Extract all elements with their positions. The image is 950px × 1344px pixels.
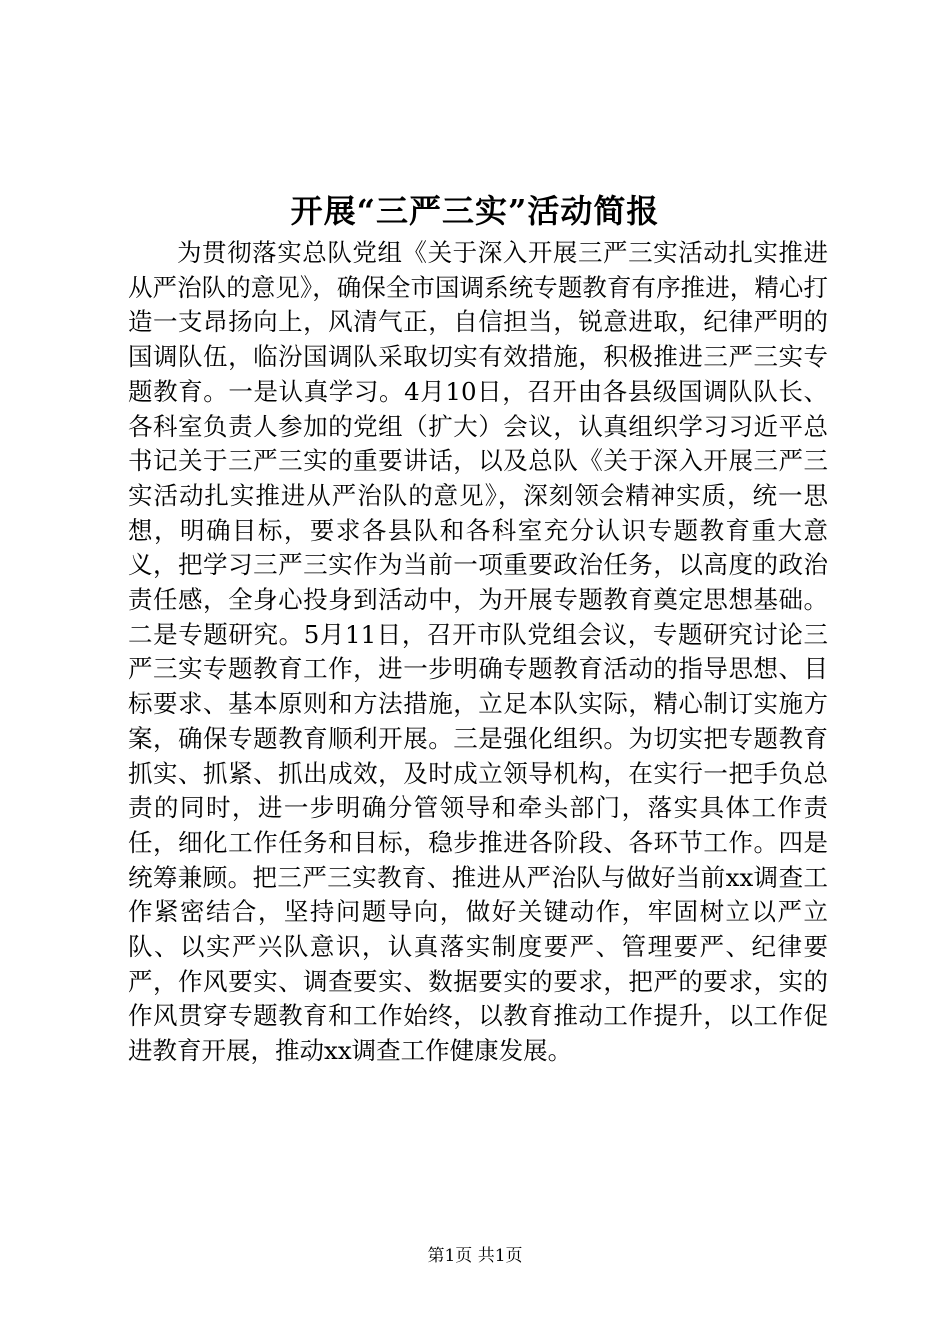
document-title: 开展“三严三实”活动简报 bbox=[290, 192, 660, 230]
page-number-footer: 第1页 共1页 bbox=[427, 1246, 523, 1266]
document-body-paragraph: 为贯彻落实总队党组《关于深入开展三严三实活动扎实推进从严治队的意见》，确保全市国调系统专题教育有序推进，精心打造一支昂扬向上，风清气正，自信担当，锐意进取，纪律严明的国调队伍，临汾国调队采取切实有效措施，积极推进三严三实专题教育。一是认真学习。4月10日，召开由各县级国调队队长、各科室负责人参加的党组（扩大）会议，认真组织学习习近平总书记关于三严三实的重要讲话，以及总队《关于深入开展三严三实活动扎实推进从严治队的意见》，深刻领会精神实质，统一思想，明确目标，要求各县队和各科室充分认识专题教育重大意义，把学习三严三实作为当前一项重要政治任务，以高度的政治责任感，全身心投身到活动中，为开展专题教育奠定思想基础。二是专题研究。5月11日，召开市队党组会议，专题研究讨论三严三实专题教育工作，进一步明确专题教育活动的指导思想、目标要求、基本原则和方法措施，立足本队实际，精心制订实施方案，确保专题教育顺利开展。三是强化组织。为切实把专题教育抓实、抓紧、抓出成效，及时成立领导机构，在实行一把手负总责的同时，进一步明确分管领导和牵头部门，落实具体工作责任，细化工作任务和目标，稳步推进各阶段、各环节工作。四是统筹兼顾。把三严三实教育、推进从严治队与做好当前xx调查工作紧密结合，坚持问题导向，做好关键动作，牢固树立以严立队、以实严兴队意识，认真落实制度要严、管理要严、纪律要严，作风要实、调查要实、数据要实的要求，把严的要求，实的作风贯穿专题教育和工作始终，以教育推动工作提升，以工作促进教育开展，推动xx调查工作健康发展。 bbox=[128, 238, 828, 1066]
